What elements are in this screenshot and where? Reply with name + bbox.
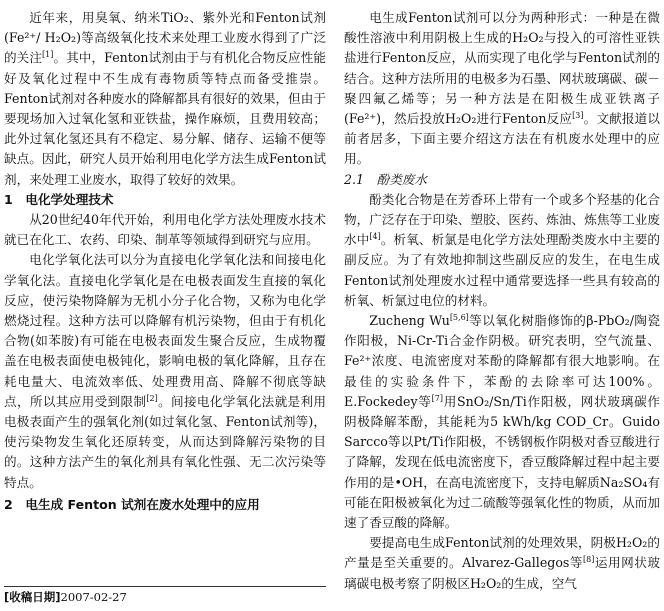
right-paragraph-forms: 电生成Fenton试剂可以分为两种形式：一种是在微酸性溶液中利用阴极上生成的H₂O₂与投入的可溶性亚铁盐进行Fenton反应，从而实现了电化学与Fenton试剂的结合。这种方法所用的电极多为石墨、网状玻璃碳、碳－聚四氟乙烯等；另一种方法是在阳极生成亚铁离子(Fe²⁺)，然后投放H₂O₂进行Fenton反应[3]。文献报道以前者居多，下面主要介绍这方法在有机废水处理中的应用。	[344, 10, 660, 167]
section-heading-2: 2 电生成 Fenton 试剂在废水处理中的应用	[4, 496, 260, 512]
received-date-value: 2007-02-27	[60, 590, 127, 604]
left-column	[4, 8, 326, 515]
section-heading-1: 1 电化学处理技术	[4, 191, 114, 207]
received-date-footnote	[4, 586, 326, 605]
left-paragraph-history: 从20世纪40年代开始，利用电化学方法处理废水技术就已在化工、农药、印染、制革等领域得到研究与应用。	[4, 212, 326, 248]
right-paragraph-studies: Zucheng Wu[5,6]等以氧化树脂修饰的β-PbO₂/陶瓷作阳极，Ni-Cr-Ti合金作阴极。研究表明，空气流量、Fe²⁺浓度、电流密度对苯酚的降解都有很大地影响。在最佳的实验条件下，苯酚的去除率可达100%。E.Fockedey等[7]用SnO₂/Sn/Ti作阳极，网状玻璃碳作阴极降解苯酚，其能耗为5 kWh/kg COD_Cr。Guido Sarcco等以Pt/Ti作阳极，不锈钢板作阴极对香豆酸进行了降解，发现在低电流密度下，香豆酸降解过程中起主要作用的是•OH，在高电流密度下，支持电解质Na₂SO₄有可能在阳极被氧化为过二硫酸等强氧化性的物质，从而加速了香豆酸的降解。	[344, 313, 660, 531]
received-date-label: [收稿日期]	[4, 590, 61, 604]
right-column	[344, 8, 660, 594]
right-paragraph-h2o2: 要提高电生成Fenton试剂的处理效果，阴极H₂O₂的产量是至关重要的。Alvarez-Gallegos等[8]运用网状玻璃碳电极考察了阴极区H₂O₂的生成，空气	[344, 535, 661, 591]
right-paragraph-phenols: 酚类化合物是在芳香环上带有一个或多个羟基的化合物，广泛存在于印染、塑胶、医药、炼油、炼焦等工业废水中[4]。析氧、析氯是电化学方法处理酚类废水中主要的副反应。为了有效地抑制这些副反应的发生，在电生成Fenton试剂处理废水过程中通常要选择一些具有较高的析氧、析氯过电位的材料。	[344, 191, 661, 308]
left-paragraph-electrochem: 电化学氧化法可以分为直接电化学氧化法和间接电化学氧化法。直接电化学氧化是在电极表面发生直接的氧化反应，使污染物降解为无机小分子化合物，又称为电化学燃烧过程。这种方法可以降解有机污染物，但由于有机化合物(如苯胺)有可能在电极表面发生聚合反应，生成物覆盖在电极表面使电极钝化，影响电极的氧化降解，且存在耗电量大、电流效率低、处理费用高、降解不彻底等缺点，所以其应用受到限制[2]。间接电化学氧化法就是利用电极表面产生的强氧化剂(如过氧化氢、Fenton试剂等)，使污染物发生氧化还原转变，从而达到降解污染物的目的。这种方法产生的氧化剂具有氧化性强、无二次污染等特点。	[4, 252, 327, 490]
subsection-heading-2-1: 2.1 酚类废水	[344, 171, 427, 187]
left-paragraph-intro: 近年来，用臭氧、纳米TiO₂、紫外光和Fenton试剂(Fe²⁺/ H₂O₂)等高级氧化技术来处理工业废水得到了广泛的关注[1]。其中，Fenton试剂由于与有机化合物反应性能好及氧化过程中不生成有毒物质等特点而备受推崇。Fenton试剂对各种废水的降解都具有很好的效果，但由于要现场加入过氧化氢和亚铁盐，操作麻烦，且费用较高；此外过氧化氢还具有不稳定、易分解、储存、运输不便等缺点。因此，研究人员开始利用电化学方法生成Fenton试剂，来处理工业废水，取得了较好的效果。	[4, 10, 326, 187]
